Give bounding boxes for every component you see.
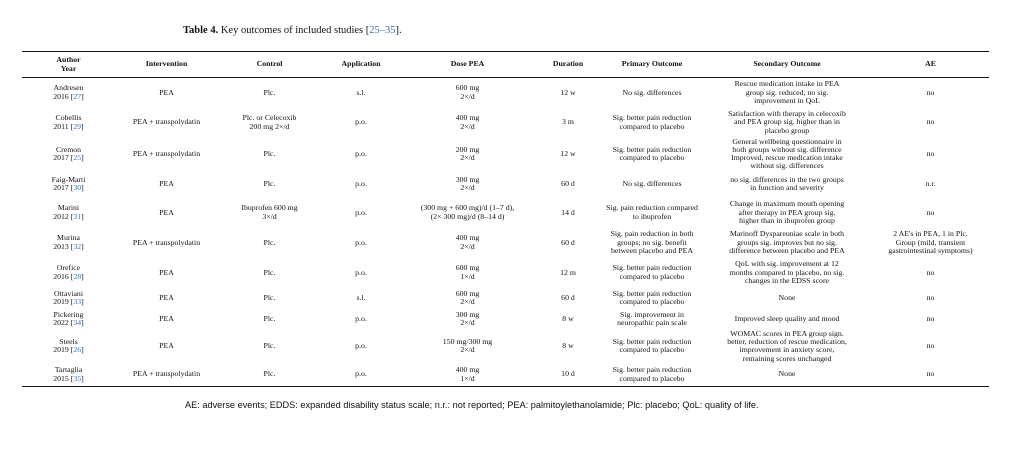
author-cell: Cremon 2017 [25] bbox=[53, 144, 84, 163]
col-duration: Duration bbox=[552, 59, 584, 69]
dose-cell: 600 mg 2×/d bbox=[455, 83, 480, 101]
dose-cell: (300 mg + 600 mg)/d (1–7 d), (2× 300 mg)/d (8–14 d) bbox=[420, 203, 515, 221]
intervention-cell: PEA bbox=[159, 179, 174, 189]
primary-outcome-cell: Sig. better pain reduction compared to placebo bbox=[612, 288, 692, 307]
dose-cell: 400 mg 2×/d bbox=[455, 113, 480, 131]
intervention-cell: PEA + transpolydatin bbox=[132, 237, 201, 247]
table-footnote: AE: adverse events; EDDS: expanded disability status scale; n.r.: not reported; PEA: palmitoylethanolamide; Plc: placebo; QoL: quality of life. bbox=[185, 400, 759, 410]
citation-link[interactable]: 29 bbox=[73, 121, 82, 131]
col-intervention: Intervention bbox=[145, 59, 188, 69]
intervention-cell: PEA bbox=[159, 341, 174, 351]
control-cell: Plc. bbox=[263, 148, 276, 158]
duration-cell: 12 w bbox=[560, 148, 576, 158]
duration-cell: 60 d bbox=[561, 179, 575, 189]
citation-link[interactable]: 26 bbox=[73, 345, 82, 355]
outcomes-table bbox=[22, 51, 989, 387]
author-cell: Orefice 2016 [28] bbox=[53, 263, 84, 281]
primary-outcome-cell: Sig. improvement in neuropathic pain scale bbox=[617, 309, 687, 328]
intervention-cell: PEA bbox=[159, 207, 174, 217]
primary-outcome-cell: Sig. better pain reduction compared to placebo bbox=[612, 263, 692, 281]
application-cell: p.o. bbox=[355, 207, 367, 217]
author-cell: Steels 2019 [26] bbox=[53, 336, 84, 355]
control-cell: Plc. bbox=[263, 369, 276, 379]
intervention-cell: PEA + transpolydatin bbox=[132, 117, 201, 127]
citation-link[interactable]: 28 bbox=[73, 271, 82, 281]
col-control: Control bbox=[256, 59, 283, 69]
primary-outcome-cell: No sig. differences bbox=[622, 87, 682, 97]
author-cell: Tartaglia 2015 [35] bbox=[53, 365, 84, 383]
citation-link[interactable]: 27 bbox=[73, 91, 82, 101]
author-cell: Pickering 2022 [34] bbox=[53, 309, 84, 328]
secondary-outcome-cell: Satisfaction with therapy in celecoxib and PEA group sig. higher than in placebo group bbox=[728, 109, 846, 135]
caption-text: Key outcomes of included studies [ bbox=[220, 25, 370, 36]
application-cell: p.o. bbox=[355, 179, 367, 189]
primary-outcome-cell: Sig. pain reduction compared to ibuprofen bbox=[606, 203, 698, 221]
table-row bbox=[22, 138, 989, 171]
control-cell: Ibuprofen 600 mg 3×/d bbox=[241, 203, 298, 221]
secondary-outcome-cell: None bbox=[778, 369, 796, 379]
table-row bbox=[22, 330, 989, 363]
application-cell: p.o. bbox=[355, 148, 367, 158]
intervention-cell: PEA bbox=[159, 314, 174, 324]
secondary-outcome-cell: Marinoff Dyspareuniae scale in both groups sig. improves but no sig. difference between placebo and PEA bbox=[729, 229, 845, 255]
control-cell: Plc. bbox=[263, 267, 276, 277]
citation-link[interactable]: 31 bbox=[73, 211, 82, 221]
secondary-outcome-cell: QoL with sig. improvement at 12 months compared to placebo, no sig. changes in the EDSS score bbox=[729, 259, 845, 285]
intervention-cell: PEA bbox=[159, 87, 174, 97]
control-cell: Plc. bbox=[263, 341, 276, 351]
col-author: Author Year bbox=[56, 55, 81, 73]
secondary-outcome-cell: no sig. differences in the two groups in function and severity bbox=[730, 174, 844, 193]
control-cell: Plc. or Celecoxib 200 mg 2×/d bbox=[242, 113, 297, 131]
secondary-outcome-cell: WOMAC scores in PEA group sign. better, reduction of rescue medication, improvement in anxiety score, remaining scores unchanged bbox=[727, 328, 847, 363]
ae-cell: n.r. bbox=[925, 179, 936, 189]
duration-cell: 60 d bbox=[561, 293, 575, 303]
primary-outcome-cell: Sig. pain reduction in both groups; no sig. benefit between placebo and PEA bbox=[610, 229, 694, 255]
duration-cell: 14 d bbox=[561, 207, 575, 217]
table-row bbox=[22, 258, 989, 288]
author-cell: Ottaviani 2019 [33] bbox=[53, 288, 84, 307]
dose-cell: 400 mg 2×/d bbox=[455, 233, 480, 251]
ae-cell: no bbox=[926, 369, 935, 379]
table-caption bbox=[183, 25, 402, 36]
control-cell: Plc. bbox=[263, 314, 276, 324]
primary-outcome-cell: No sig. differences bbox=[622, 179, 682, 189]
table-row bbox=[22, 309, 989, 330]
citation-link[interactable]: 33 bbox=[73, 297, 82, 307]
dose-cell: 600 mg 1×/d bbox=[455, 263, 480, 281]
control-cell: Plc. bbox=[263, 87, 276, 97]
application-cell: p.o. bbox=[355, 341, 367, 351]
primary-outcome-cell: Sig. better pain reduction compared to placebo bbox=[612, 336, 692, 355]
secondary-outcome-cell: Change in maximum mouth opening after therapy in PEA group sig. higher than in ibuprofen group bbox=[729, 199, 845, 225]
application-cell: p.o. bbox=[355, 267, 367, 277]
duration-cell: 3 m bbox=[562, 117, 574, 127]
table-row bbox=[22, 78, 989, 108]
duration-cell: 8 w bbox=[562, 314, 574, 324]
table-row bbox=[22, 171, 989, 198]
ae-cell: no bbox=[926, 341, 935, 351]
control-cell: Plc. bbox=[263, 293, 276, 303]
application-cell: p.o. bbox=[355, 314, 367, 324]
dose-cell: 400 mg 1×/d bbox=[455, 365, 480, 383]
author-cell: Murina 2013 [32] bbox=[53, 233, 84, 251]
intervention-cell: PEA + transpolydatin bbox=[132, 148, 201, 158]
intervention-cell: PEA + transpolydatin bbox=[132, 369, 201, 379]
citation-link[interactable]: 30 bbox=[73, 183, 82, 193]
duration-cell: 8 w bbox=[562, 341, 574, 351]
application-cell: p.o. bbox=[355, 237, 367, 247]
secondary-outcome-cell: None bbox=[778, 293, 796, 303]
author-cell: Cobellis 2011 [29] bbox=[53, 113, 84, 131]
ae-cell: no bbox=[926, 267, 935, 277]
duration-cell: 60 d bbox=[561, 237, 575, 247]
application-cell: s.l. bbox=[356, 293, 366, 303]
dose-cell: 300 mg 2×/d bbox=[455, 309, 480, 328]
primary-outcome-cell: Sig. better pain reduction compared to placebo bbox=[612, 365, 692, 383]
table-row bbox=[22, 228, 989, 258]
ae-cell: no bbox=[926, 148, 935, 158]
col-dose: Dose PEA bbox=[450, 59, 485, 69]
citation-link[interactable]: 35 bbox=[73, 373, 82, 383]
citation-link[interactable]: 34 bbox=[73, 318, 82, 328]
table-row bbox=[22, 363, 989, 387]
application-cell: p.o. bbox=[355, 117, 367, 127]
primary-outcome-cell: Sig. better pain reduction compared to placebo bbox=[612, 144, 692, 163]
table-row bbox=[22, 288, 989, 309]
duration-cell: 10 d bbox=[561, 369, 575, 379]
col-ae: AE bbox=[925, 59, 936, 69]
header-row bbox=[22, 52, 989, 78]
table-body bbox=[22, 78, 989, 387]
col-application: Application bbox=[341, 59, 381, 69]
caption-refs[interactable]: 25–35 bbox=[369, 25, 396, 36]
control-cell: Plc. bbox=[263, 237, 276, 247]
intervention-cell: PEA bbox=[159, 293, 174, 303]
dose-cell: 600 mg 2×/d bbox=[455, 288, 480, 307]
secondary-outcome-cell: Rescue medication intake in PEA group sig. reduced, no sig. improvement in QoL bbox=[734, 79, 840, 105]
ae-cell: 2 AE's in PEA, 1 in Plc. Group (mild, transient gastrointestinal symptoms) bbox=[888, 229, 973, 255]
table-row bbox=[22, 198, 989, 228]
control-cell: Plc. bbox=[263, 179, 276, 189]
col-secondary: Secondary Outcome bbox=[753, 59, 821, 69]
application-cell: s.l. bbox=[356, 87, 366, 97]
author-cell: Andresen 2016 [27] bbox=[53, 83, 84, 101]
citation-link[interactable]: 32 bbox=[73, 241, 82, 251]
intervention-cell: PEA bbox=[159, 267, 174, 277]
application-cell: p.o. bbox=[355, 369, 367, 379]
author-cell: Faig-Marti 2017 [30] bbox=[51, 174, 86, 193]
duration-cell: 12 w bbox=[560, 87, 576, 97]
col-primary: Primary Outcome bbox=[621, 59, 683, 69]
secondary-outcome-cell: Improved sleep quality and mood bbox=[734, 314, 840, 324]
ae-cell: no bbox=[926, 207, 935, 217]
secondary-outcome-cell: General wellbeing questionnaire in both groups without sig. difference Improved, rescue medication intake without sig. differences bbox=[731, 136, 843, 171]
ae-cell: no bbox=[926, 293, 935, 303]
dose-cell: 300 mg 2×/d bbox=[455, 174, 480, 193]
primary-outcome-cell: Sig. better pain reduction compared to placebo bbox=[612, 113, 692, 131]
author-cell: Marini 2012 [31] bbox=[53, 203, 84, 221]
ae-cell: no bbox=[926, 314, 935, 324]
ae-cell: no bbox=[926, 117, 935, 127]
caption-label: Table 4. bbox=[183, 25, 219, 36]
caption-end: ]. bbox=[395, 25, 402, 36]
dose-cell: 150 mg/300 mg 2×/d bbox=[442, 336, 493, 355]
table-row bbox=[22, 108, 989, 138]
dose-cell: 200 mg 2×/d bbox=[455, 144, 480, 163]
duration-cell: 12 m bbox=[560, 267, 576, 277]
ae-cell: no bbox=[926, 87, 935, 97]
citation-link[interactable]: 25 bbox=[73, 153, 82, 163]
